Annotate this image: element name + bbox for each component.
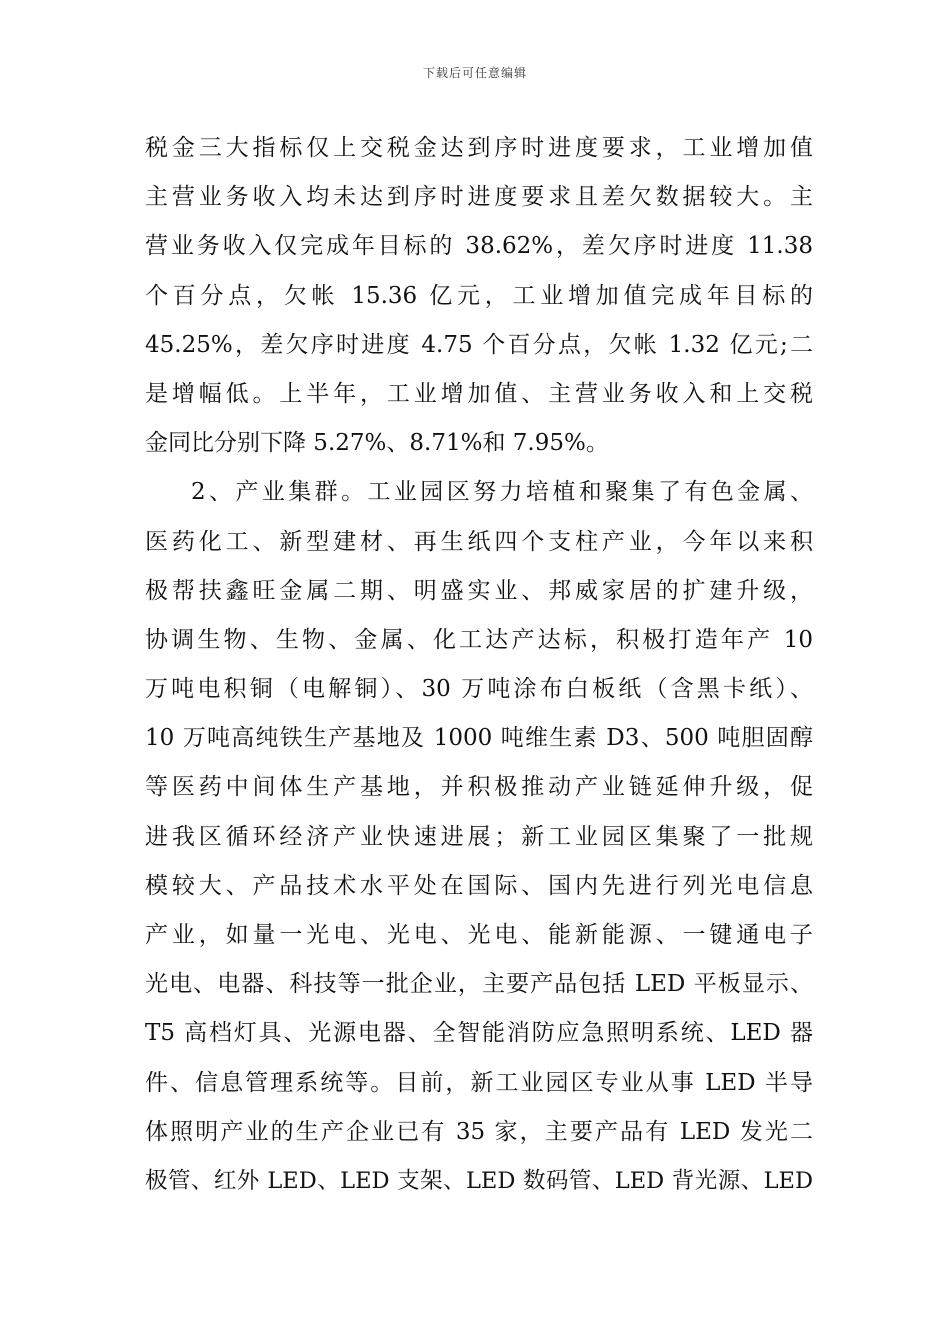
- text-line: 极帮扶鑫旺金属二期、明盛实业、邦威家居的扩建升级，: [145, 577, 813, 604]
- text-line: T5 高档灯具、光源电器、全智能消防应急照明系统、LED 器: [145, 1020, 813, 1047]
- text-line: 医药化工、新型建材、再生纸四个支柱产业，今年以来积: [145, 528, 813, 555]
- text-line: 2、产业集群。工业园区努力培植和聚集了有色金属、: [191, 479, 813, 506]
- text-line: 体照明产业的生产企业已有 35 家，主要产品有 LED 发光二: [145, 1118, 813, 1145]
- document-body: [145, 124, 813, 1206]
- paragraph-tax-indicators: [145, 124, 813, 468]
- text-line: 产业，如量一光电、光电、光电、能新能源、一键通电子: [145, 922, 813, 948]
- text-line: 金同比分别下降 5.27%、8.71%和 7.95%。: [145, 430, 609, 457]
- text-line: 45.25%，差欠序时进度 4.75 个百分点，欠帐 1.32 亿元;二: [145, 331, 813, 358]
- text-line: 10 万吨高纯铁生产基地及 1000 吨维生素 D3、500 吨胆固醇: [145, 725, 813, 752]
- text-line: 等医药中间体生产基地，并积极推动产业链延伸升级，促: [145, 774, 813, 801]
- page-header: 下载后可任意编辑: [422, 66, 527, 80]
- text-line: 个百分点，欠帐 15.36 亿元，工业增加值完成年目标的: [145, 282, 813, 309]
- text-line: 营业务收入仅完成年目标的 38.62%，差欠序时进度 11.38: [145, 233, 813, 260]
- text-line: 万吨电积铜（电解铜）、30 万吨涂布白板纸（含黑卡纸）、: [145, 676, 813, 703]
- text-line: 模较大、产品技术水平处在国际、国内先进行列光电信息: [145, 872, 813, 899]
- text-line: 光电、电器、科技等一批企业，主要产品包括 LED 平板显示、: [145, 971, 813, 998]
- text-line: 进我区循环经济产业快速进展；新工业园区集聚了一批规: [145, 823, 813, 850]
- text-line: 主营业务收入均未达到序时进度要求且差欠数据较大。主: [145, 184, 813, 211]
- text-line: 税金三大指标仅上交税金达到序时进度要求，工业增加值: [145, 135, 813, 161]
- paragraph-industry-cluster: [145, 468, 813, 1206]
- text-line: 件、信息管理系统等。目前，新工业园区专业从事 LED 半导: [145, 1069, 813, 1096]
- text-line: 是增幅低。上半年，工业增加值、主营业务收入和上交税: [145, 380, 813, 407]
- text-line: 协调生物、生物、金属、化工达产达标，积极打造年产 10: [145, 626, 813, 653]
- text-line: 极管、红外 LED、LED 支架、LED 数码管、LED 背光源、LED: [145, 1167, 813, 1194]
